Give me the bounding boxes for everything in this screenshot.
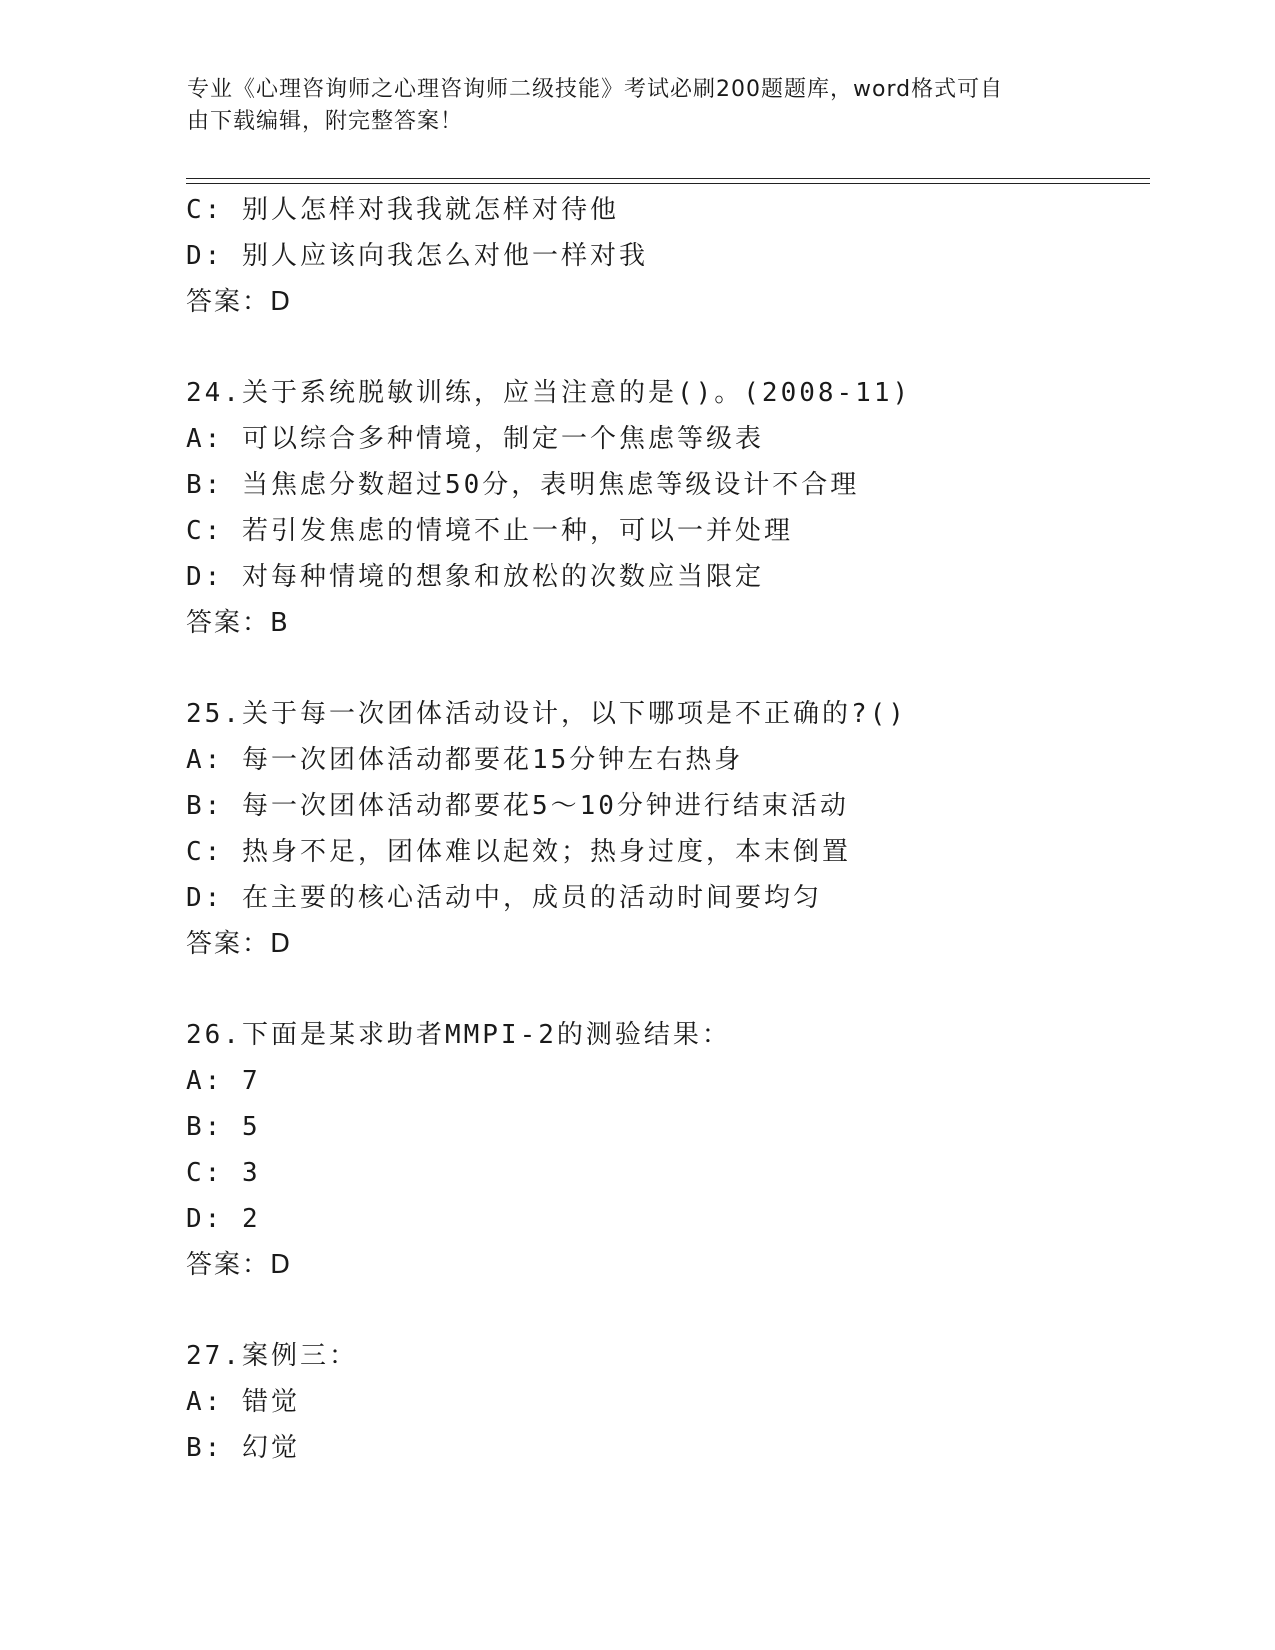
question-block-25 [186,691,1146,967]
answer-line: 答案：D [186,1250,293,1280]
question-block-prev [186,187,1146,325]
option-c: C: 3 [186,1158,261,1188]
option-d: D: 2 [186,1204,261,1234]
question-stem: 25.关于每一次团体活动设计，以下哪项是不正确的?() [186,699,907,729]
option-a: A: 错觉 [186,1387,300,1417]
option-c: C: 热身不足，团体难以起效；热身过度，本末倒置 [186,837,851,867]
option-d: D: 在主要的核心活动中，成员的活动时间要均匀 [186,883,822,913]
question-block-24 [186,370,1146,646]
option-c: C: 若引发焦虑的情境不止一种，可以一并处理 [186,516,793,546]
question-block-26 [186,1012,1146,1288]
header-line-2: 由下载编辑，附完整答案！ [187,109,464,134]
option-b: B: 5 [186,1112,261,1142]
header-line-1: 专业《心理咨询师之心理咨询师二级技能》考试必刷200题题库，word格式可自 [187,77,1004,102]
answer-line: 答案：D [186,287,293,317]
question-list [186,187,1146,1471]
question-stem: 24.关于系统脱敏训练，应当注意的是()。(2008-11) [186,378,912,408]
option-b: B: 幻觉 [186,1433,300,1463]
question-stem: 27.案例三： [186,1341,358,1371]
question-stem: 26.下面是某求助者MMPI-2的测验结果： [186,1020,731,1050]
option-a: A: 每一次团体活动都要花15分钟左右热身 [186,745,744,775]
answer-line: 答案：B [186,608,290,638]
question-block-27 [186,1333,1146,1471]
page-header [187,74,1087,138]
answer-line: 答案：D [186,929,293,959]
option-d: D: 别人应该向我怎么对他一样对我 [186,241,648,271]
option-d: D: 对每种情境的想象和放松的次数应当限定 [186,562,764,592]
option-c: C: 别人怎样对我我就怎样对待他 [186,195,619,225]
option-b: B: 每一次团体活动都要花5～10分钟进行结束活动 [186,791,849,821]
header-divider [186,178,1150,184]
option-a: A: 7 [186,1066,261,1096]
option-a: A: 可以综合多种情境，制定一个焦虑等级表 [186,424,764,454]
option-b: B: 当焦虑分数超过50分，表明焦虑等级设计不合理 [186,470,860,500]
